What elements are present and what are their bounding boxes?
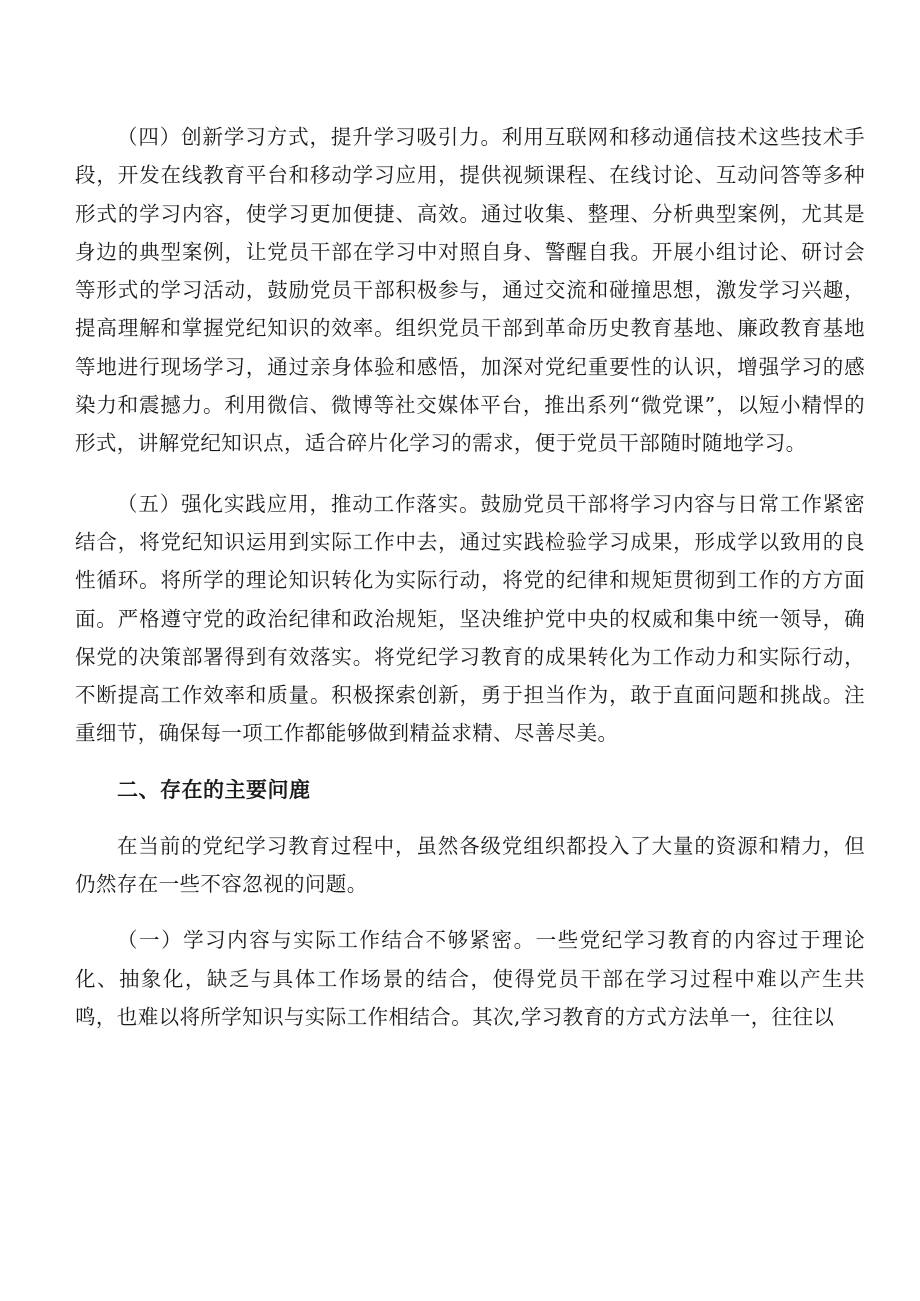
document-page	[75, 118, 865, 1054]
paragraph-innovate-learning: （四）创新学习方式，提升学习吸引力。利用互联网和移动通信技术这些技术手段，开发在线教育平台和移动学习应用，提供视频课程、在线讨论、互动问答等多种形式的学习内容，使学习更加便捷、高效。通过收集、整理、分析典型案例，尤其是身边的典型案例，让党员干部在学习中对照自身、警醒自我。开展小组讨论、研讨会等形式的学习活动，鼓励党员干部积极参与，通过交流和碰撞思想，激发学习兴趣，提高理解和掌握党纪知识的效率。组织党员干部到革命历史教育基地、廉政教育基地等地进行现场学习，通过亲身体验和感悟，加深对党纪重要性的认识，增强学习的感染力和震撼力。利用微信、微博等社交媒体平台，推出系列“微党课”，以短小精悍的形式，讲解党纪知识点，适合碎片化学习的需求，便于党员干部随时随地学习。	[75, 125, 865, 456]
paragraph-problems-intro: 在当前的党纪学习教育过程中，虽然各级党组织都投入了大量的资源和精力，但仍然存在一些不容忽视的问题。	[75, 833, 865, 897]
paragraph-practice-application: （五）强化实践应用，推动工作落实。鼓励党员干部将学习内容与日常工作紧密结合，将党纪知识运用到实际工作中去，通过实践检验学习成果，形成学以致用的良性循环。将所学的理论知识转化为实际行动，将党的纪律和规矩贯彻到工作的方方面面。严格遵守党的政治纪律和政治规矩，坚决维护党中央的权威和集中统一领导，确保党的决策部署得到有效落实。将党纪学习教育的成果转化为工作动力和实际行动，不断提高工作效率和质量。积极探索创新，勇于担当作为，敢于直面问题和挑战。注重细节，确保每一项工作都能够做到精益求精、尽善尽美。	[75, 491, 865, 746]
section-heading-main-problems: 二、存在的主要问鹿	[117, 777, 311, 802]
paragraph-content-mismatch: （一）学习内容与实际工作结合不够紧密。一些党纪学习教育的内容过于理论化、抽象化，缺乏与具体工作场景的结合，使得党员干部在学习过程中难以产生共鸣，也难以将所学知识与实际工作相结合。其次,学习教育的方式方法单一，往往以	[75, 928, 865, 1029]
